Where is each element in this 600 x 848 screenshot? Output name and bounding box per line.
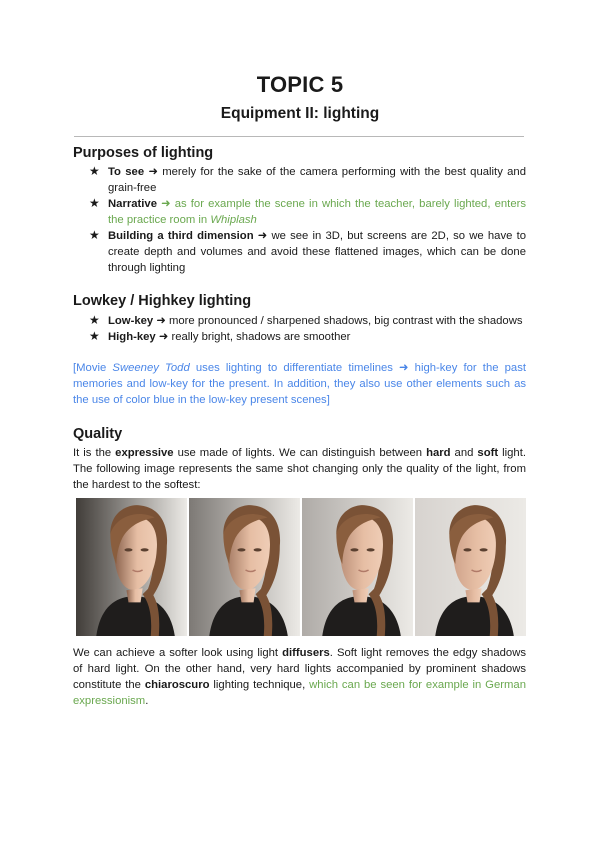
film-title: Whiplash — [210, 214, 257, 226]
section-heading-quality: Quality — [73, 426, 123, 442]
lighting-comparison-photos — [76, 498, 526, 636]
section-heading-purposes: Purposes of lighting — [73, 145, 214, 161]
horizontal-rule — [74, 136, 524, 137]
purposes-list — [88, 164, 526, 276]
item-text: really bright, shadows are smoother — [171, 331, 351, 343]
portrait-illustration — [415, 498, 526, 636]
quality-paragraph — [73, 445, 526, 493]
portrait-illustration — [189, 498, 300, 636]
emphasis: soft — [477, 447, 499, 459]
item-text: we see in 3D, but screens are 2D, so we have to create depth and volumes and avoid these flattened images, which can be done through lighting — [108, 230, 526, 274]
diffusers-paragraph — [73, 645, 526, 709]
arrow-icon: ➜ — [148, 166, 158, 178]
green-text: which can be seen for example in German expressionism — [73, 679, 526, 707]
item-text: more pronounced / sharpened shadows, big contrast with the shadows — [168, 315, 523, 327]
star-bullet-icon: ★ — [89, 228, 100, 242]
star-bullet-icon: ★ — [89, 313, 100, 327]
star-bullet-icon: ★ — [89, 329, 100, 343]
para-text: . Soft light removes the edgy shadows of hard light. On the other hand, very hard lights accompanied by prominent shadows constitute the — [73, 647, 526, 691]
list-item — [88, 228, 526, 276]
note-text: uses lighting to differentiate timelines ➜ high-key for the past memories and low-key for the present. In addition, they also use other elements such as the use of color blue in the low-key present scenes] — [73, 362, 527, 406]
arrow-icon: ➜ — [257, 230, 268, 242]
para-text: light. The following image represents the same shot changing only the quality of the light, from the hardest to the softest: — [73, 447, 526, 491]
list-item — [88, 329, 526, 345]
item-text: as for example the scene in which the teacher, barely lighted, enters the practice room in — [108, 198, 527, 226]
page-title: TOPIC 5 — [256, 72, 344, 97]
para-text: and — [450, 447, 478, 459]
para-text: It is the — [73, 447, 116, 459]
emphasis: expressive — [115, 447, 174, 459]
item-term: High-key — [108, 331, 156, 343]
star-bullet-icon: ★ — [89, 196, 100, 210]
item-term: To see — [108, 166, 145, 178]
lowkey-list — [88, 313, 526, 345]
emphasis: chiaroscuro — [144, 679, 210, 691]
para-text: lighting technique, — [209, 679, 310, 691]
page-subtitle: Equipment II: lighting — [220, 105, 380, 122]
emphasis: diffusers — [282, 647, 330, 659]
list-item — [88, 164, 526, 196]
portrait-photo-hard — [189, 498, 300, 636]
para-text: use made of lights. We can distinguish between — [173, 447, 427, 459]
item-term: Low-key — [108, 315, 154, 327]
portrait-illustration — [302, 498, 413, 636]
star-bullet-icon: ★ — [89, 164, 100, 178]
para-text: . — [145, 695, 149, 707]
portrait-photo-softest — [415, 498, 526, 636]
portrait-photo-hardest — [76, 498, 187, 636]
emphasis: hard — [426, 447, 451, 459]
sweeney-todd-note — [73, 360, 526, 408]
portrait-photo-soft — [302, 498, 413, 636]
item-text: merely for the sake of the camera performing with the best quality and grain-free — [108, 166, 526, 194]
arrow-icon: ➜ — [158, 331, 169, 343]
film-title: Sweeney Todd — [112, 362, 190, 374]
list-item — [88, 313, 526, 329]
note-text: [Movie — [73, 362, 113, 374]
para-text: We can achieve a softer look using light — [73, 647, 283, 659]
portrait-illustration — [76, 498, 187, 636]
item-term: Narrative — [108, 198, 157, 210]
arrow-icon: ➜ — [161, 198, 171, 210]
section-heading-lowkey: Lowkey / Highkey lighting — [73, 293, 252, 309]
item-term: Building a third dimension — [108, 230, 254, 242]
arrow-icon: ➜ — [156, 315, 166, 327]
list-item — [88, 196, 526, 228]
